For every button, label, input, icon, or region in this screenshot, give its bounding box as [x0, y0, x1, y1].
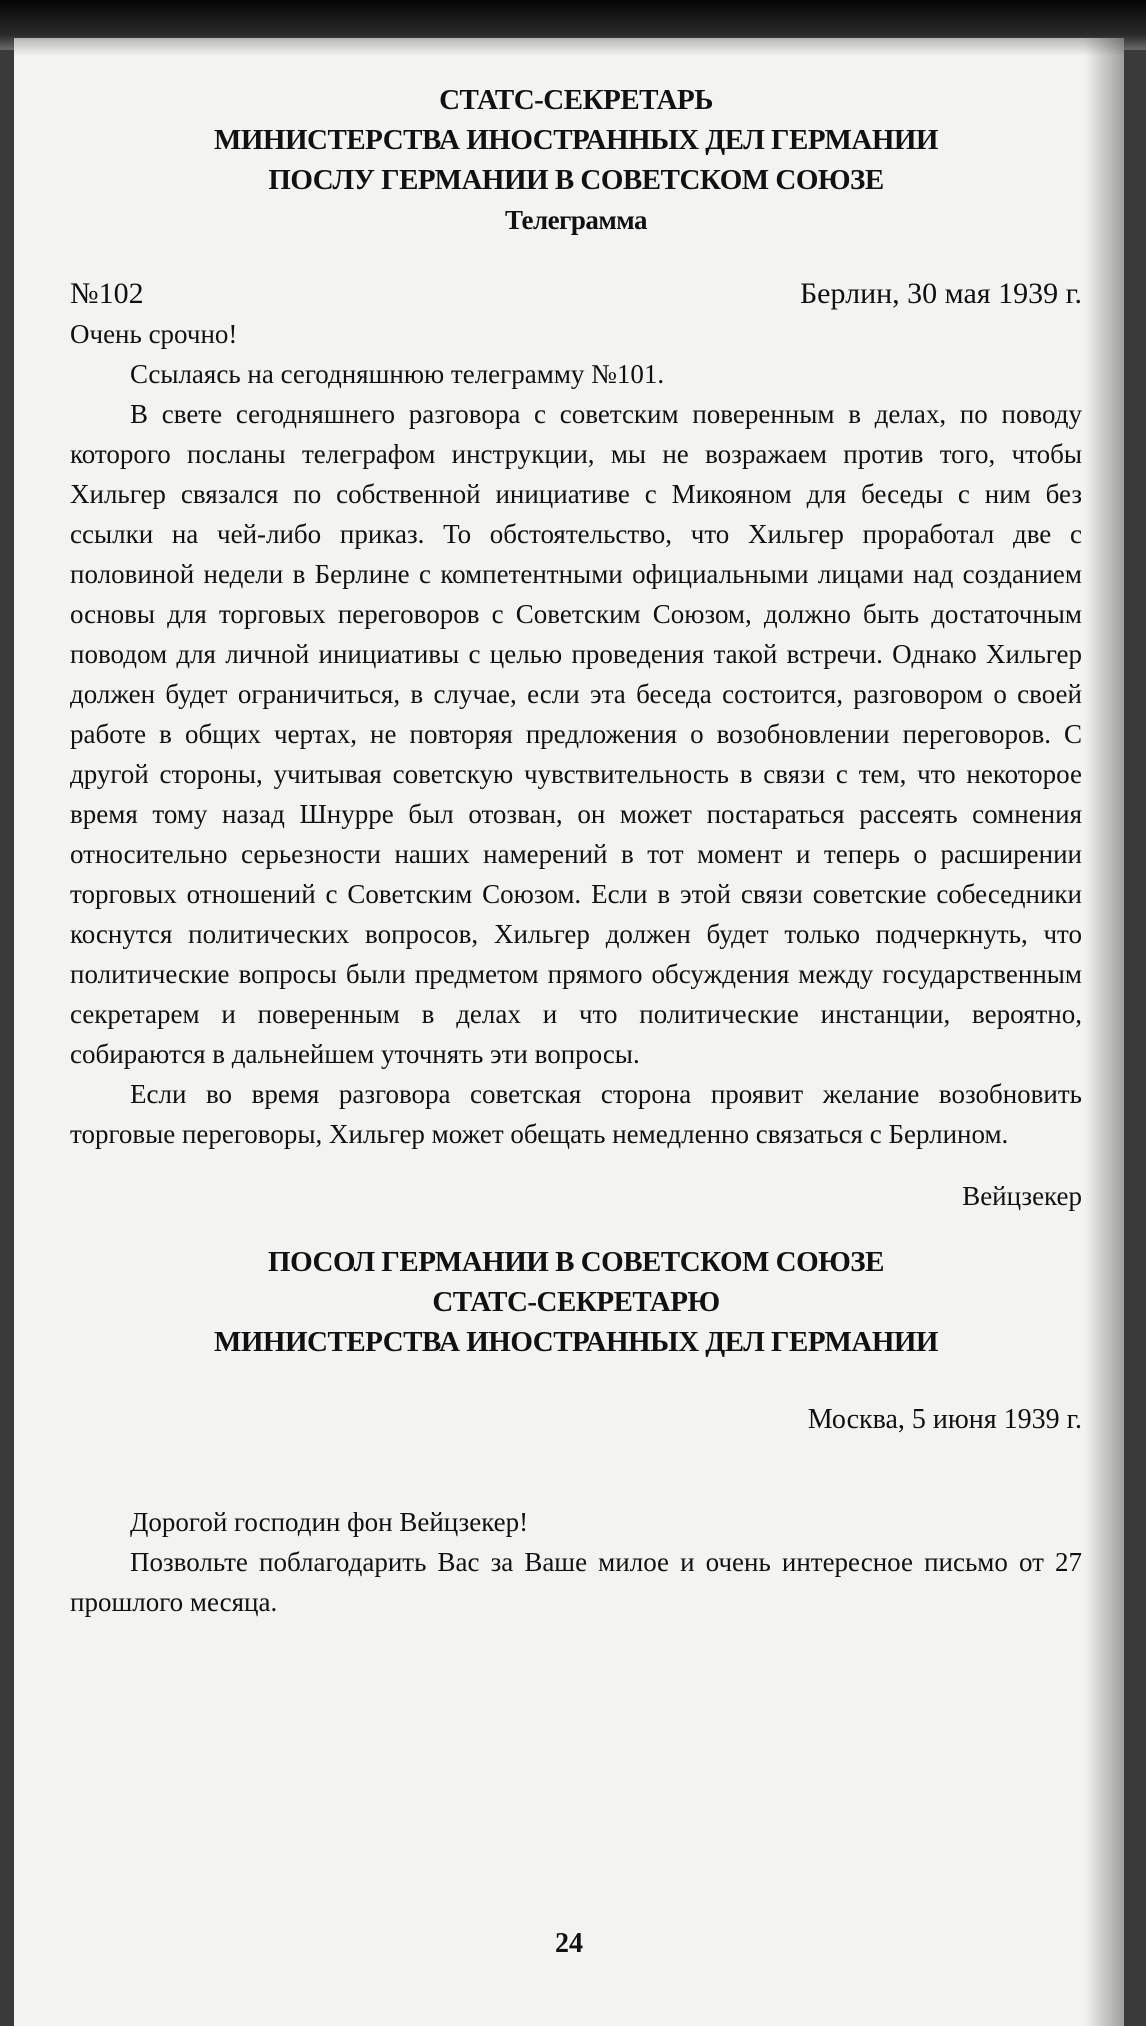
telegram-paragraph-3: Если во время разговора советская сторона проявит желание возобновить торговые переговоры, Хильгер может обещать немедленно связаться с Берлином.	[70, 1079, 1082, 1149]
letter-paragraph: Позвольте поблагодарить Вас за Ваше милое и очень интересное письмо от 27 прошлого месяца.	[70, 1547, 1082, 1617]
signature: Вейцзекер	[962, 1181, 1082, 1211]
letter-place-date: Москва, 5 июня 1939 г.	[807, 1404, 1082, 1435]
heading-line-3: ПОСЛУ ГЕРМАНИИ В СОВЕТСКОМ СОЮЗЕ	[268, 164, 884, 196]
letter-salutation: Дорогой господин фон Вейцзекер!	[130, 1507, 529, 1537]
telegram-paragraph-2: В свете сегодняшнего разговора с советским поверенным в делах, по поводу которого посланы телеграфом инструкции, мы не возражаем против того, чтобы Хильгер связался по собственной инициативе с Микояном для беседы с ним без ссылки на чей-либо приказ. То обстоятельство, что Хильгер проработал две с половиной недели в Берлине с компетентными официальными лицами над созданием основы для торговых переговоров с Советским Союзом, должно быть достаточным поводом для личной инициативы с целью проведения такой встречи. Однако Хильгер должен будет ограничиться, в случае, если эта беседа состоится, разговором о своей работе в общих чертах, не повторяя предложения о возобновлении переговоров. С другой стороны, учитывая советскую чувствительность в связи с тем, что некоторое время тому назад Шнурре был отозван, он может постараться рассеять сомнения относительно серьезности наших намерений в тот момент и теперь о расширении торговых отношений с Советским Союзом. Если в этой связи советские собеседники коснутся политических вопросов, Хильгер должен будет только подчеркнуть, что политические вопросы были предметом прямого обсуждения между государственным секретарем и поверенным в делах и что политические инстанции, вероятно, собираются в дальнейшем уточнять эти вопросы.	[70, 399, 1082, 1069]
heading-line-1: СТАТС-СЕКРЕТАРЬ	[439, 84, 713, 116]
telegram-heading	[70, 80, 1082, 240]
heading-line-2: МИНИСТЕРСТВА ИНОСТРАННЫХ ДЕЛ ГЕРМАНИИ	[214, 124, 938, 156]
letter-heading	[70, 1242, 1082, 1362]
letter-heading-line-1: ПОСОЛ ГЕРМАНИИ В СОВЕТСКОМ СОЮЗЕ	[268, 1246, 884, 1278]
letter-heading-line-2: СТАТС-СЕКРЕТАРЮ	[432, 1286, 720, 1318]
book-page	[14, 38, 1124, 2026]
urgency-note: Очень срочно!	[70, 319, 238, 349]
document-type: Телеграмма	[505, 205, 647, 235]
letter-heading-line-3: МИНИСТЕРСТВА ИНОСТРАННЫХ ДЕЛ ГЕРМАНИИ	[214, 1326, 938, 1358]
page-content	[70, 80, 1082, 1622]
telegram-meta	[70, 274, 1082, 314]
page-number: 24	[555, 1928, 583, 1959]
telegram-place-date: Берлин, 30 мая 1939 г.	[799, 277, 1082, 310]
telegram-paragraph-1: Ссылаясь на сегодняшнюю телеграмму №101.	[130, 359, 665, 389]
telegram-number: №102	[70, 277, 144, 310]
